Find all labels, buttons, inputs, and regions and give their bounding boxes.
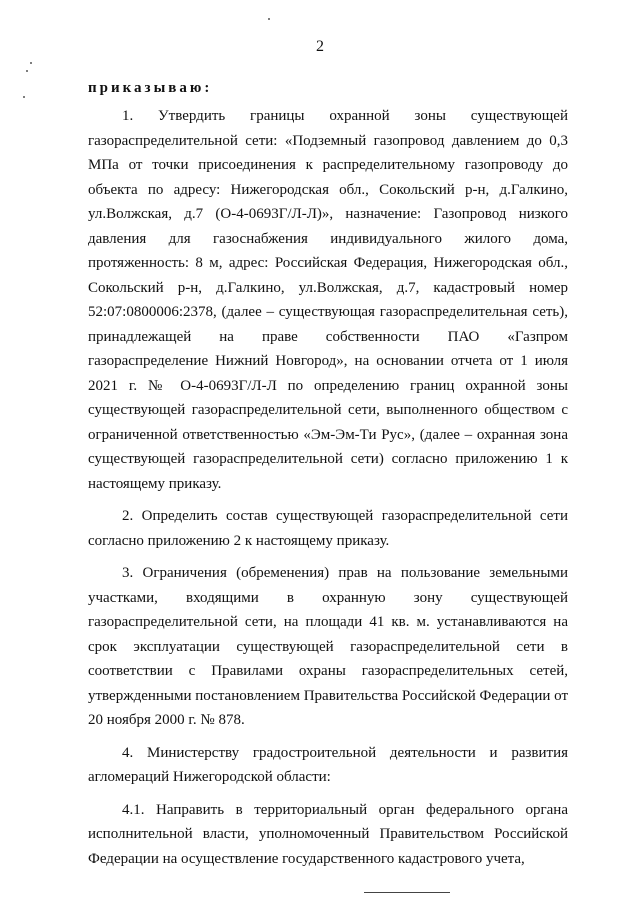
paragraph-2: 2. Определить состав существующей газораспределительной сети согласно приложению 2 к настоящему приказу.: [88, 508, 568, 549]
paragraph-4-1: 4.1. Направить в территориальный орган федерального органа исполнительной власти, уполномоченный Правительством Российской Федерации на осуществление государственного кадастрового учета,: [88, 801, 568, 867]
document-body: [88, 104, 568, 871]
footer-divider: [364, 892, 450, 893]
page-number: 2: [316, 38, 324, 55]
scan-speck: [30, 62, 32, 64]
paragraph-3: 3. Ограничения (обременения) прав на пользование земельными участками, входящими в охранную зону существующей газораспределительной сети, на площади 41 кв. м. устанавливаются на срок эксплуатации существующей газораспределительной сети в соответствии с Правилами охраны газораспределительных сетей, утвержденными постановлением Правительства Российской Федерации от 20 ноября 2000 г. № 878.: [88, 565, 568, 728]
scan-speck: [23, 96, 25, 98]
order-heading: приказываю:: [88, 80, 213, 96]
paragraph-1: 1. Утвердить границы охранной зоны существующей газораспределительной сети: «Подземный газопровод давлением до 0,3 МПа от точки присоединения к распределительному газопроводу до объекта по адресу: Нижегородская обл., Сокольский р-н, д.Галкино, ул.Волжская, д.7 (О-4-0693Г/Л-Л)», назначение: Газопровод низкого давления для газоснабжения индивидуального жилого дома, протяженность: 8 м, адрес: Российская Федерация, Нижегородская обл., Сокольский р-н, д.Галкино, ул.Волжская, д.7, кадастровый номер 52:07:0800006:2378, (далее – существующая газораспределительная сеть), принадлежащей на праве собственности ПАО «Газпром газораспределение Нижний Новгород», на основании отчета от 1 июля 2021 г. № О-4-0693Г/Л-Л по определению границ охранной зоны существующей газораспределительной сети, выполненного обществом с ограниченной ответственностью «Эм-Эм-Ти Рус», (далее – охранная зона существующей газораспределительной сети) согласно приложению 1 к настоящему приказу.: [88, 108, 568, 492]
scan-speck: [26, 70, 28, 72]
scan-speck: [268, 18, 270, 20]
paragraph-4: 4. Министерству градостроительной деятельности и развития агломераций Нижегородской области:: [88, 744, 568, 785]
